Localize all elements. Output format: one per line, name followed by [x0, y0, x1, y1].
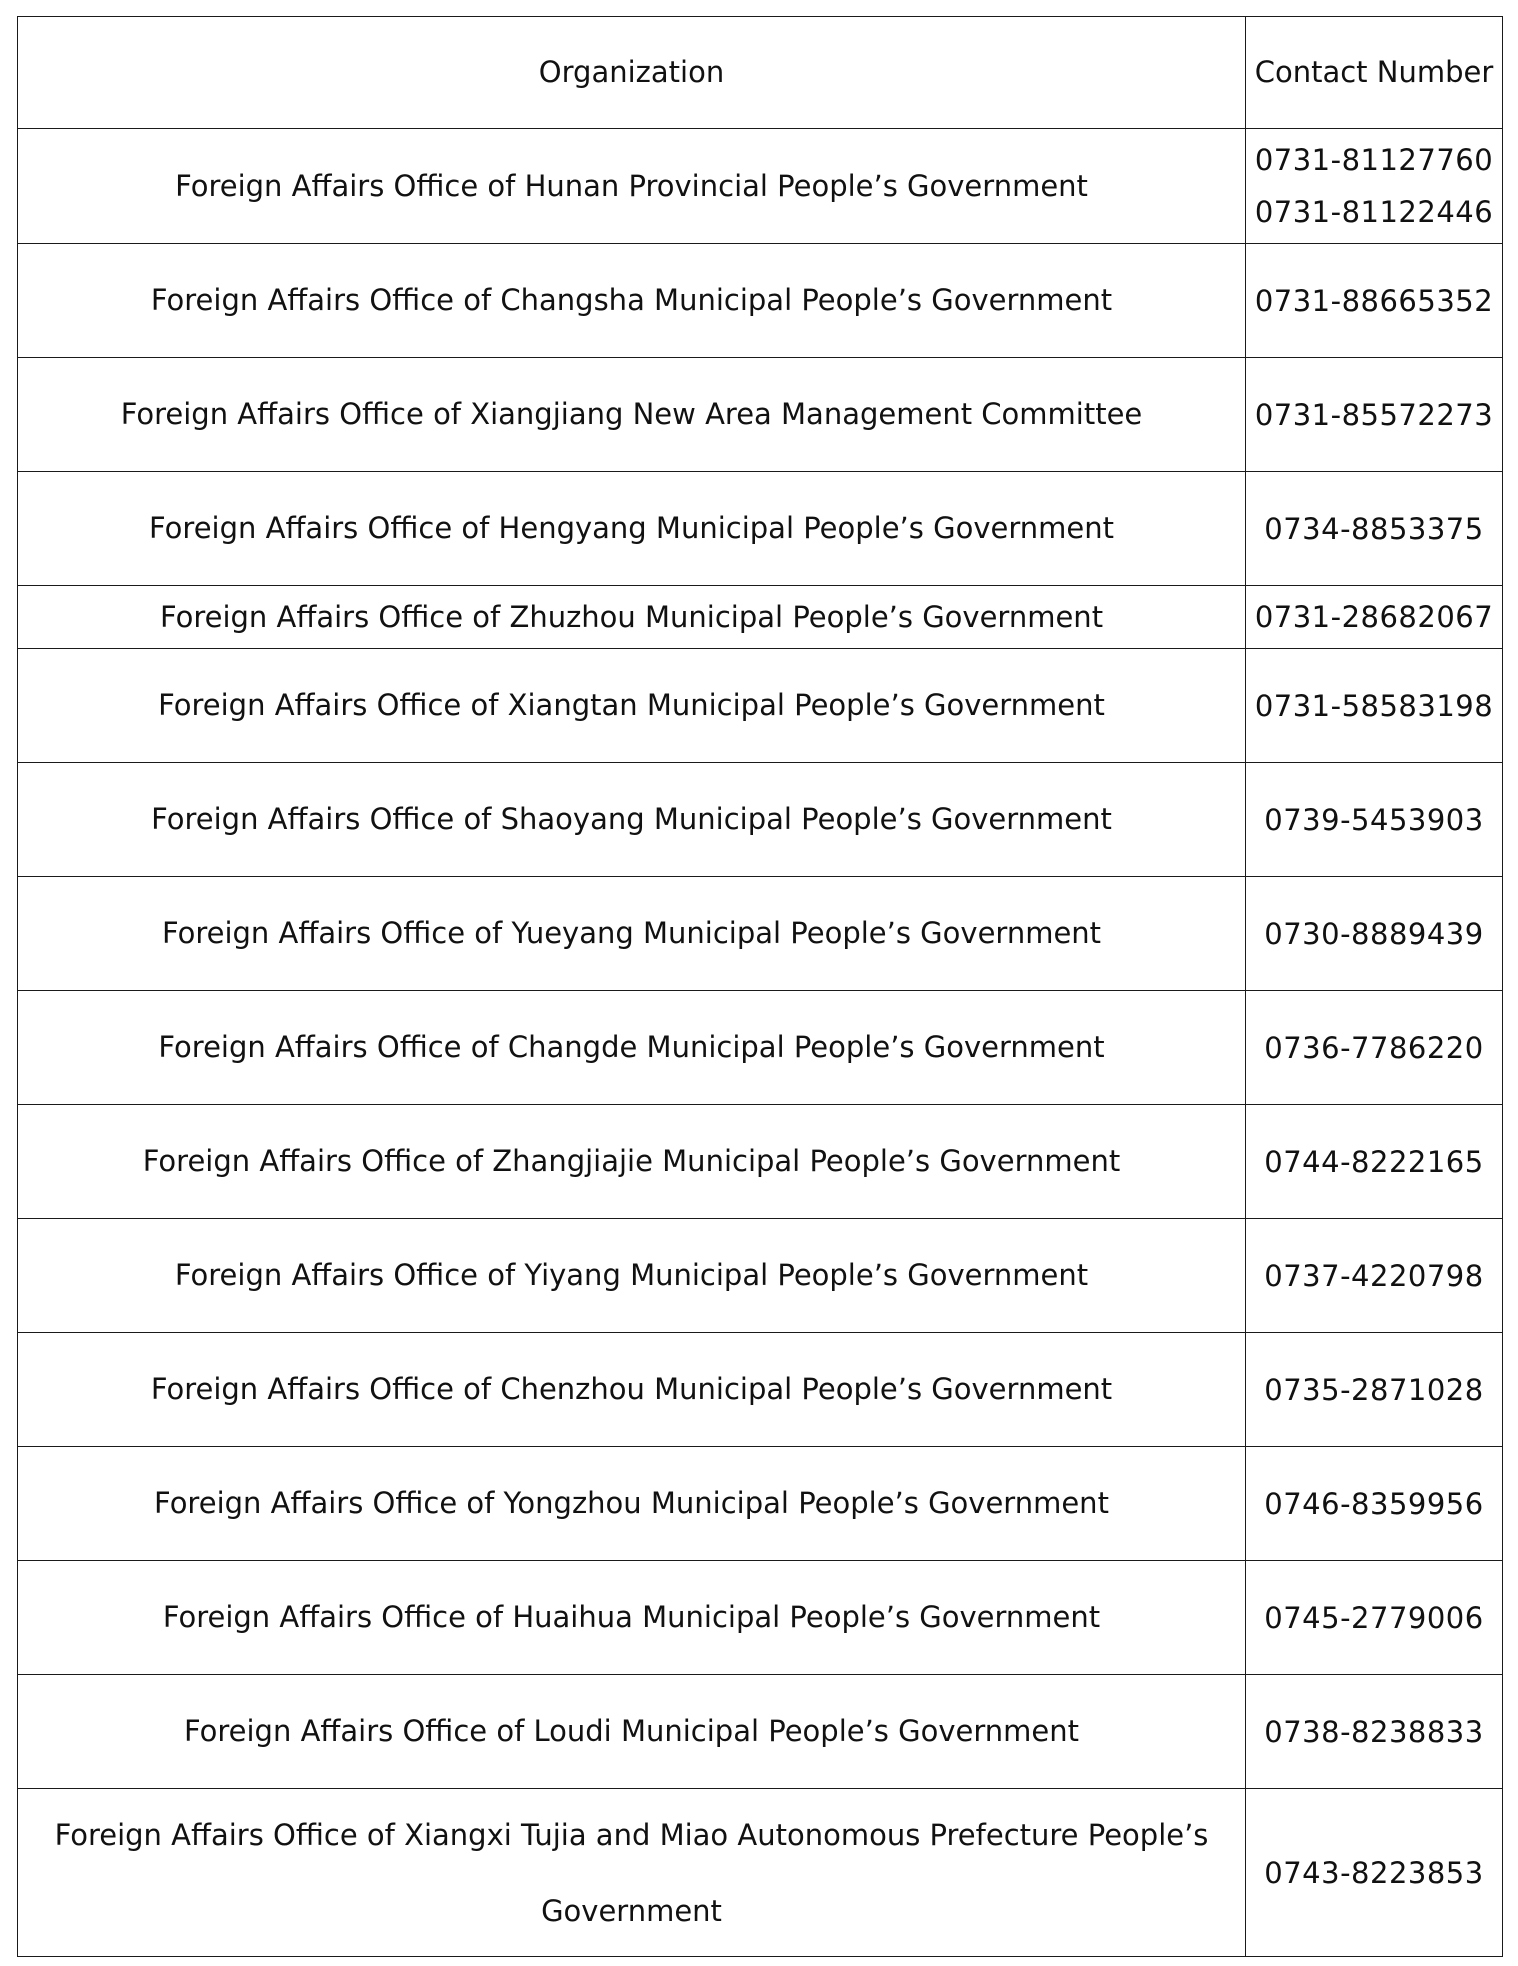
table-row [18, 649, 1503, 763]
contact-number-column-header: Contact Number [1246, 17, 1503, 129]
phone-number: 0737-4220798 [1264, 1258, 1484, 1293]
phone-number: 0735-2871028 [1264, 1372, 1484, 1407]
phone-number: 0736-7786220 [1264, 1030, 1484, 1065]
phone-number: 0743-8223853 [1264, 1855, 1484, 1890]
header-row [18, 17, 1503, 129]
phone-number: 0745-2779006 [1264, 1600, 1484, 1635]
table-row [18, 1675, 1503, 1789]
table-row [18, 1447, 1503, 1561]
contact-number-cell [1246, 763, 1503, 877]
table-row [18, 244, 1503, 358]
phone-number: 0731-88665352 [1254, 283, 1494, 318]
contact-number-cell [1246, 1333, 1503, 1447]
contact-number-cell [1246, 1675, 1503, 1789]
phone-number: 0730-8889439 [1264, 916, 1484, 951]
contact-number-cell [1246, 649, 1503, 763]
organization-cell: Foreign Affairs Office of Chenzhou Municipal People’s Government [18, 1333, 1246, 1447]
organization-cell: Foreign Affairs Office of Zhangjiajie Municipal People’s Government [18, 1105, 1246, 1219]
organization-cell: Foreign Affairs Office of Yueyang Municipal People’s Government [18, 877, 1246, 991]
organization-cell: Foreign Affairs Office of Yongzhou Municipal People’s Government [18, 1447, 1246, 1561]
organization-cell: Foreign Affairs Office of Changde Municipal People’s Government [18, 991, 1246, 1105]
phone-number: 0738-8238833 [1264, 1714, 1484, 1749]
organization-cell: Foreign Affairs Office of Loudi Municipal People’s Government [18, 1675, 1246, 1789]
phone-number: 0746-8359956 [1264, 1486, 1484, 1521]
contact-number-cell [1246, 472, 1503, 586]
phone-number: 0731-58583198 [1254, 688, 1494, 723]
contact-number-cell [1246, 1789, 1503, 1957]
organization-cell: Foreign Affairs Office of Hengyang Municipal People’s Government [18, 472, 1246, 586]
contact-number-cell [1246, 244, 1503, 358]
table-body [18, 17, 1503, 1957]
phone-number: 0731-85572273 [1254, 397, 1494, 432]
contact-number-cell [1246, 1447, 1503, 1561]
contact-number-cell [1246, 991, 1503, 1105]
table-row [18, 1561, 1503, 1675]
table-row [18, 877, 1503, 991]
contact-number-cell [1246, 586, 1503, 649]
contact-number-cell [1246, 1219, 1503, 1333]
phone-number: 0739-5453903 [1264, 802, 1484, 837]
table-row [18, 763, 1503, 877]
organization-cell: Foreign Affairs Office of Huaihua Municipal People’s Government [18, 1561, 1246, 1675]
phone-number: 0731-81127760 [1254, 143, 1494, 177]
organization-cell: Foreign Affairs Office of Changsha Municipal People’s Government [18, 244, 1246, 358]
organization-cell: Foreign Affairs Office of Hunan Provincial People’s Government [18, 129, 1246, 244]
phone-number: 0731-28682067 [1254, 600, 1494, 634]
table-row [18, 1789, 1503, 1957]
organization-cell: Foreign Affairs Office of Yiyang Municipal People’s Government [18, 1219, 1246, 1333]
organization-cell: Foreign Affairs Office of Xiangxi Tujia and Miao Autonomous Prefecture People’s Government [18, 1789, 1246, 1957]
table-row [18, 472, 1503, 586]
contact-number-cell [1246, 877, 1503, 991]
organization-cell: Foreign Affairs Office of Xiangjiang New Area Management Committee [18, 358, 1246, 472]
table-row [18, 1219, 1503, 1333]
contact-number-cell [1246, 1105, 1503, 1219]
phone-number: 0744-8222165 [1264, 1144, 1484, 1179]
organization-cell: Foreign Affairs Office of Xiangtan Municipal People’s Government [18, 649, 1246, 763]
contact-number-cell [1246, 1561, 1503, 1675]
table-row [18, 991, 1503, 1105]
table-row [18, 1105, 1503, 1219]
phone-number: 0734-8853375 [1264, 511, 1484, 546]
organization-cell: Foreign Affairs Office of Shaoyang Municipal People’s Government [18, 763, 1246, 877]
organization-cell: Foreign Affairs Office of Zhuzhou Municipal People’s Government [18, 586, 1246, 649]
table-row [18, 586, 1503, 649]
contact-table [17, 16, 1503, 1957]
table-row [18, 358, 1503, 472]
contact-number-cell [1246, 129, 1503, 244]
contact-number-cell [1246, 358, 1503, 472]
table-row [18, 1333, 1503, 1447]
phone-number: 0731-81122446 [1254, 195, 1494, 229]
table-row [18, 129, 1503, 244]
organization-column-header: Organization [18, 17, 1246, 129]
